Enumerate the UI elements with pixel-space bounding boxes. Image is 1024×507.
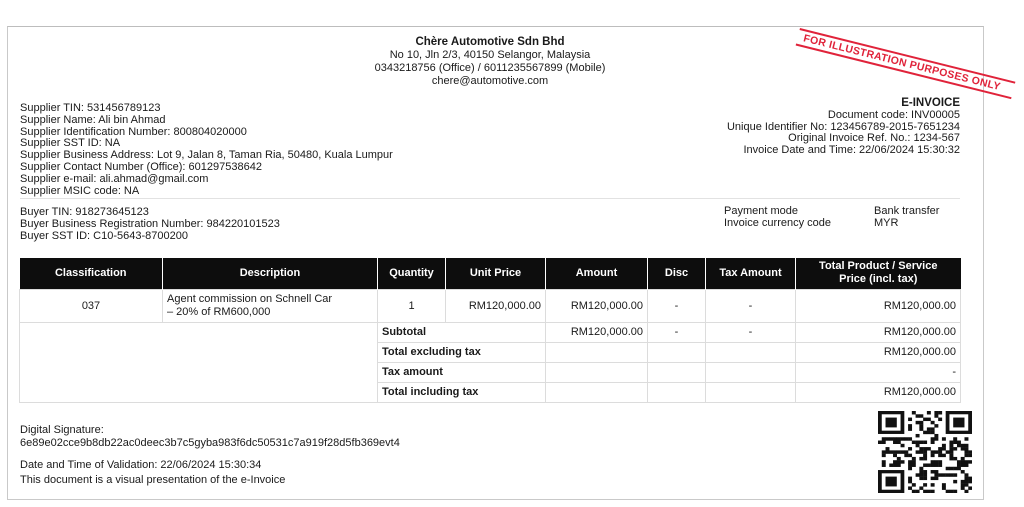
supplier-msic: Supplier MSIC code: NA xyxy=(20,184,140,197)
subtotal-row xyxy=(20,322,961,342)
supplier-id-number: Supplier Identification Number: 800804020000 xyxy=(20,125,247,138)
buyer-sst: Buyer SST ID: C10-5643-8700200 xyxy=(20,229,188,242)
header-description: Description xyxy=(163,258,378,289)
supplier-details xyxy=(20,103,393,197)
payment-mode-value: Bank transfer xyxy=(874,205,940,217)
item-total: RM120,000.00 xyxy=(796,289,961,322)
summary-spacer xyxy=(20,322,378,402)
header-quantity: Quantity xyxy=(378,258,446,289)
empty-cell xyxy=(546,382,648,402)
supplier-name: Supplier Name: Ali bin Ahmad xyxy=(20,113,166,126)
original-invoice-ref: Original Invoice Ref. No.: 1234-567 xyxy=(788,132,960,145)
item-description-line1: Agent commission on Schnell Car xyxy=(167,292,333,305)
section-divider xyxy=(20,198,960,199)
empty-cell xyxy=(706,342,796,362)
empty-cell xyxy=(648,362,706,382)
subtotal-label: Subtotal xyxy=(378,322,546,342)
header-unit-price: Unit Price xyxy=(446,258,546,289)
company-email: chere@automotive.com xyxy=(431,75,549,87)
buyer-tin: Buyer TIN: 918273645123 xyxy=(20,206,149,218)
supplier-tin: Supplier TIN: 531456789123 xyxy=(20,102,161,114)
validation-datetime: Date and Time of Validation: 22/06/2024 15:30:34 xyxy=(20,459,262,471)
empty-cell xyxy=(546,362,648,382)
supplier-sst: Supplier SST ID: NA xyxy=(20,137,121,150)
illustration-stamp: FOR ILLUSTRATION PURPOSES ONLY xyxy=(796,28,1016,99)
line-items-table xyxy=(19,258,961,403)
document-code: Document code: INV00005 xyxy=(827,108,960,121)
currency-value: MYR xyxy=(874,216,899,229)
incl-tax-total: RM120,000.00 xyxy=(796,382,961,402)
supplier-email: Supplier e-mail: ali.ahmad@gmail.com xyxy=(20,172,209,185)
empty-cell xyxy=(706,382,796,402)
invoice-header xyxy=(727,98,960,157)
visual-presentation-note: This document is a visual presentation of the e-Invoice xyxy=(20,474,286,486)
item-unit-price: RM120,000.00 xyxy=(446,289,546,322)
footer xyxy=(20,424,400,487)
empty-cell xyxy=(706,362,796,382)
signature-label: Digital Signature: xyxy=(20,424,104,436)
signature-value: 6e89e02cce9b8db22ac0deec3b7c5gyba983f6dc50531c7a919f28d5fb369evt4 xyxy=(20,437,400,449)
qr-code-icon xyxy=(878,411,972,493)
item-amount: RM120,000.00 xyxy=(546,289,648,322)
header-disc: Disc xyxy=(648,258,706,289)
company-address: No 10, Jln 2/3, 40150 Selangor, Malaysia xyxy=(389,49,591,61)
empty-cell xyxy=(648,382,706,402)
excl-tax-label: Total excluding tax xyxy=(378,342,546,362)
buyer-registration: Buyer Business Registration Number: 984220101523 xyxy=(20,217,280,230)
payment-info xyxy=(724,206,939,230)
item-classification: 037 xyxy=(20,289,163,322)
item-tax: - xyxy=(706,289,796,322)
item-quantity: 1 xyxy=(378,289,446,322)
supplier-address: Supplier Business Address: Lot 9, Jalan 8, Taman Ria, 50480, Kuala Lumpur xyxy=(20,149,393,162)
header-tax-amount: Tax Amount xyxy=(706,258,796,289)
subtotal-amount: RM120,000.00 xyxy=(546,322,648,342)
tax-amount-total: - xyxy=(796,362,961,382)
excl-tax-total: RM120,000.00 xyxy=(796,342,961,362)
unique-identifier: Unique Identifier No: 123456789-2015-7651234 xyxy=(726,120,960,133)
incl-tax-label: Total including tax xyxy=(378,382,546,402)
supplier-contact: Supplier Contact Number (Office): 601297538642 xyxy=(20,160,262,173)
subtotal-tax: - xyxy=(706,322,796,342)
empty-cell xyxy=(546,342,648,362)
subtotal-disc: - xyxy=(648,322,706,342)
item-disc: - xyxy=(648,289,706,322)
header-classification: Classification xyxy=(20,258,163,289)
subtotal-total: RM120,000.00 xyxy=(796,322,961,342)
header-total-price xyxy=(796,258,961,289)
company-phones: 0343218756 (Office) / 6011235567899 (Mobile) xyxy=(374,62,606,74)
table-header-row xyxy=(20,258,961,289)
table-row xyxy=(20,289,961,322)
company-header xyxy=(330,36,650,88)
invoice-datetime: Invoice Date and Time: 22/06/2024 15:30:32 xyxy=(743,144,960,157)
header-amount: Amount xyxy=(546,258,648,289)
payment-mode-label: Payment mode xyxy=(724,205,798,217)
tax-amount-label: Tax amount xyxy=(378,362,546,382)
item-description-line2: – 20% of RM600,000 xyxy=(167,305,271,318)
company-name: Chère Automotive Sdn Bhd xyxy=(415,36,565,48)
currency-label: Invoice currency code xyxy=(724,216,831,229)
header-total-line2: Price (incl. tax) xyxy=(839,273,918,286)
header-total-line1: Total Product / Service xyxy=(819,260,938,273)
item-description xyxy=(163,289,378,322)
empty-cell xyxy=(648,342,706,362)
invoice-title: E-INVOICE xyxy=(901,97,960,109)
buyer-details xyxy=(20,207,280,242)
